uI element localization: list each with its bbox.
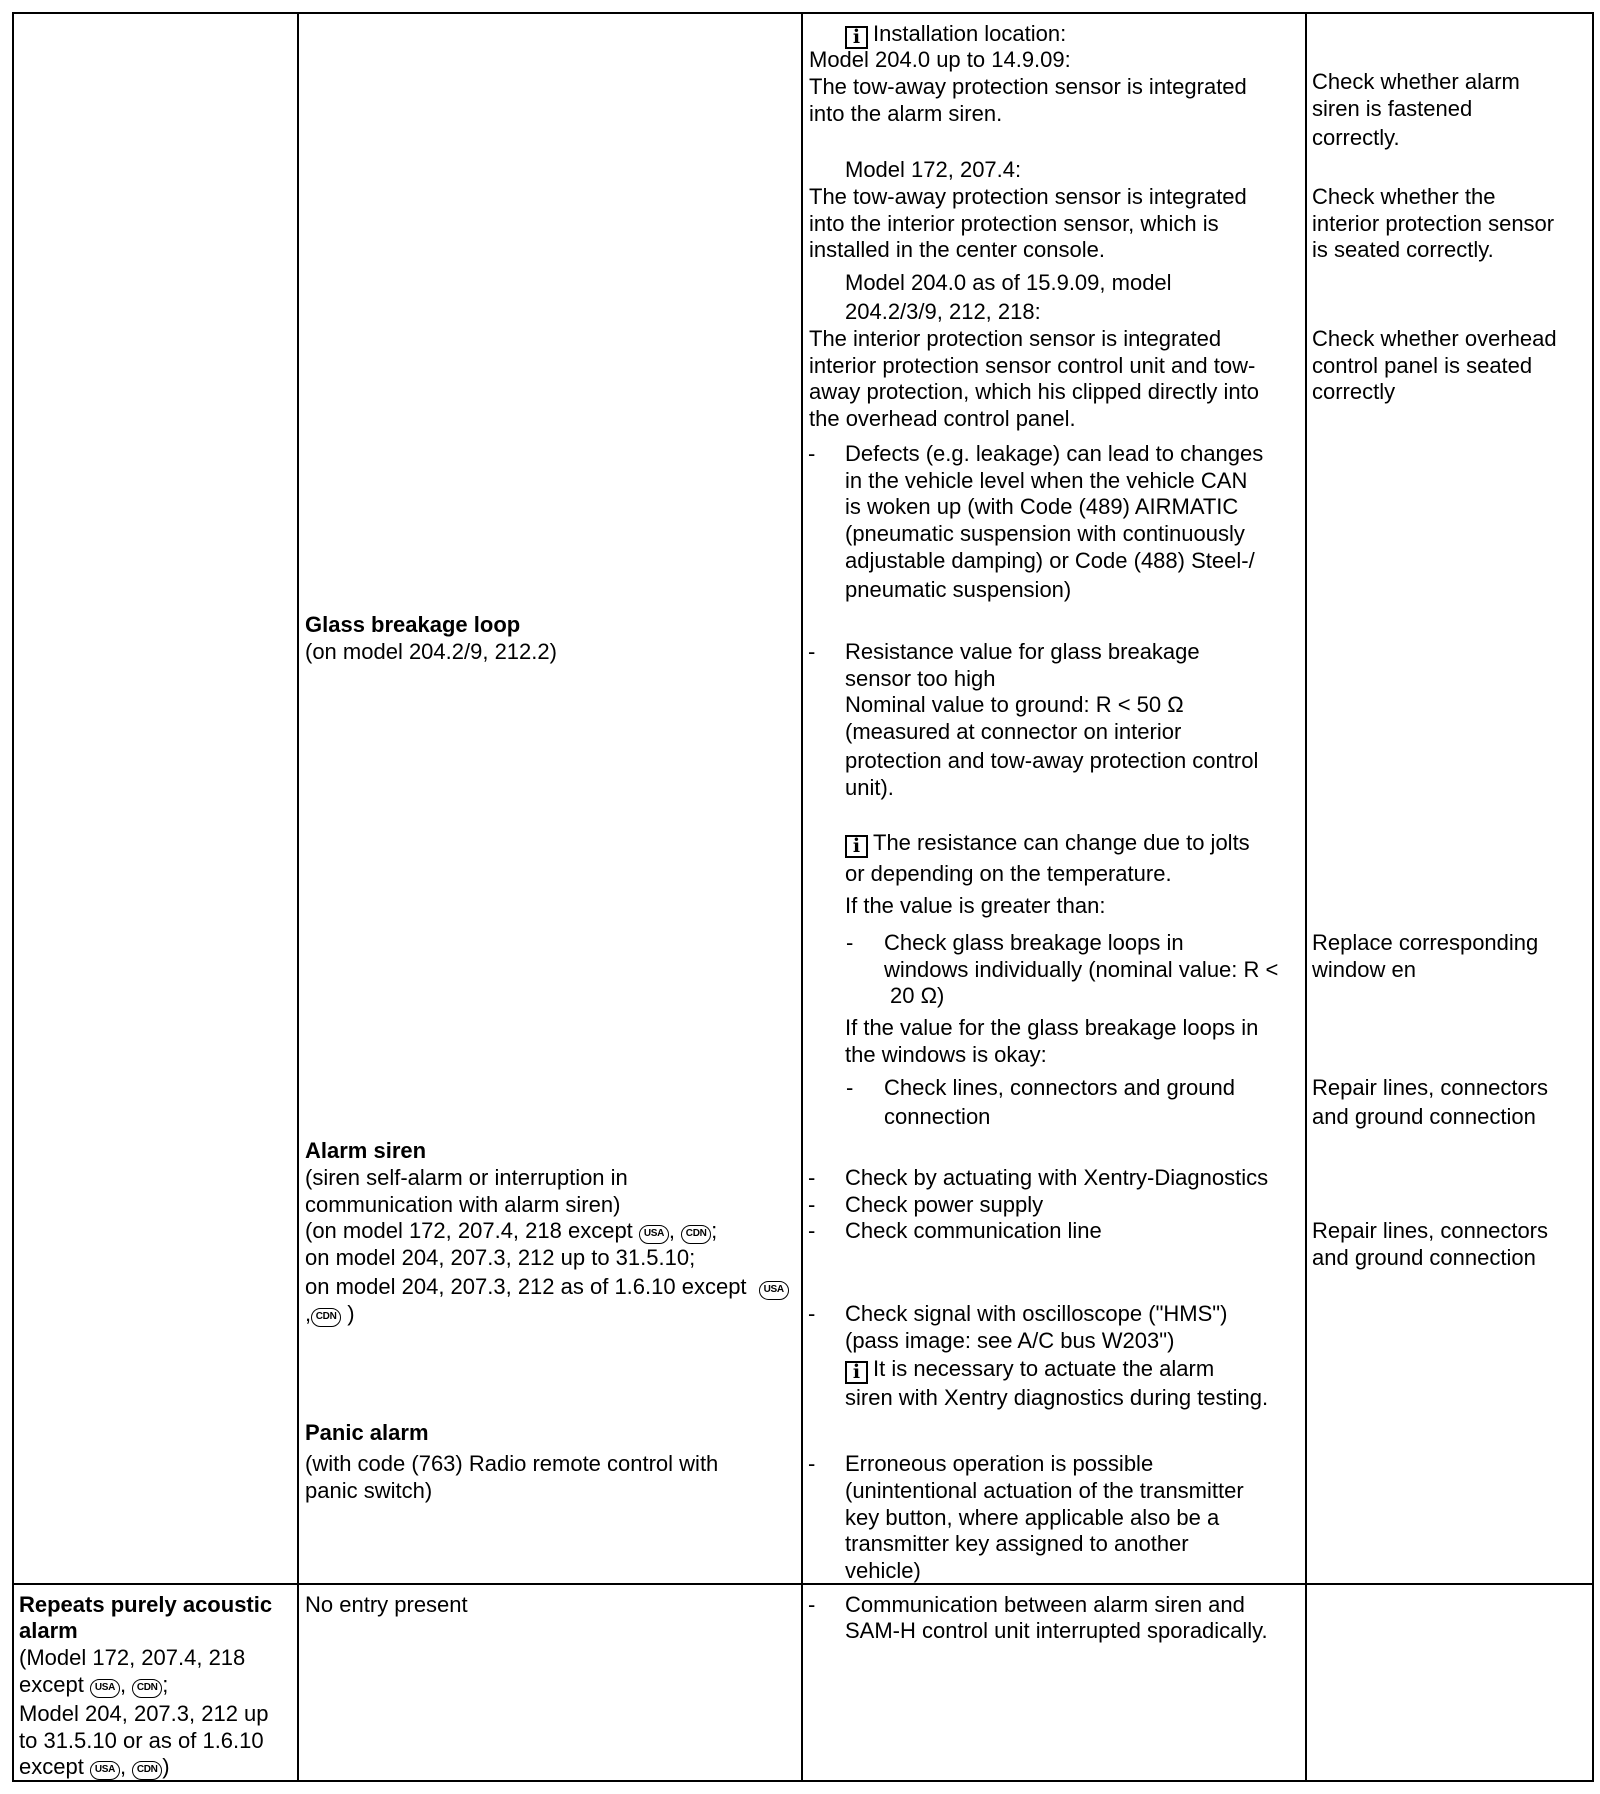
panic-cause-4: transmitter key assigned to another [845,1531,1189,1556]
bullet-dash: - [846,1075,854,1100]
install-text-1b: into the alarm siren. [809,101,1003,126]
cdn-badge: CDN [132,1761,162,1780]
install-model-2: Model 172, 207.4: [845,157,1022,182]
siren-note-2: siren with Xentry diagnostics during testing. [845,1385,1269,1410]
cdn-badge: CDN [681,1225,711,1244]
bullet-dash: - [808,441,816,466]
alarm-siren-line-6: , CDN ) [305,1301,355,1326]
install-text-2b: into the interior protection sensor, which is [809,211,1219,236]
repeats-line-4: to 31.5.10 or as of 1.6.10 [19,1728,264,1753]
column-divider-1 [297,12,299,1782]
bullet-dash: - [808,639,816,664]
siren-check-1: Check by actuating with Xentry-Diagnostics [845,1165,1269,1190]
repeats-line-2: except USA , CDN ; [19,1672,169,1697]
info-icon: i [845,835,868,858]
usa-badge: USA [639,1225,669,1244]
panic-cause-1: Erroneous operation is possible [845,1451,1154,1476]
panic-alarm-line-2: panic switch) [305,1478,433,1503]
repeats-title-2: alarm [19,1618,78,1643]
install-action-3c: correctly [1312,379,1396,404]
install-model-1: Model 204.0 up to 14.9.09: [809,47,1071,72]
repeats-code: No entry present [305,1592,468,1617]
install-text-2c: installed in the center console. [809,237,1105,262]
glass-note-1: i The resistance can change due to jolts [845,830,1250,858]
glass-breakage-subtitle: (on model 204.2/9, 212.2) [305,639,557,664]
defects-line-6: pneumatic suspension) [845,577,1072,602]
alarm-siren-line-1: (siren self-alarm or interruption in [305,1165,628,1190]
glass-check-3: 20 Ω) [890,983,945,1008]
bullet-dash: - [808,1301,816,1326]
install-action-3b: control panel is seated [1312,353,1533,378]
resistance-line-1: Resistance value for glass breakage [845,639,1200,664]
install-text-2a: The tow-away protection sensor is integrated [809,184,1247,209]
defects-line-5: adjustable damping) or Code (488) Steel-/ [845,548,1255,573]
install-heading: i Installation location: [845,21,1066,49]
resistance-line-2: sensor too high [845,666,996,691]
install-text-3d: the overhead control panel. [809,406,1076,431]
siren-note-1: i It is necessary to actuate the alarm [845,1356,1214,1384]
alarm-siren-title: Alarm siren [305,1138,427,1163]
panic-alarm-line-1: (with code (763) Radio remote control with [305,1451,719,1476]
alarm-siren-line-4: on model 204, 207.3, 212 up to 31.5.10; [305,1245,696,1270]
install-action-3a: Check whether overhead [1312,326,1557,351]
glass-if-ok-1: If the value for the glass breakage loops in [845,1015,1259,1040]
resistance-line-4: (measured at connector on interior [845,719,1182,744]
glass-check-2: windows individually (nominal value: R < [884,957,1279,982]
glass-note-2: or depending on the temperature. [845,861,1172,886]
panic-cause-3: key button, where applicable also be a [845,1505,1220,1530]
repeats-line-3: Model 204, 207.3, 212 up [19,1701,269,1726]
panic-cause-5: vehicle) [845,1558,921,1583]
glass-if-greater: If the value is greater than: [845,893,1106,918]
repeats-cause-1: Communication between alarm siren and [845,1592,1245,1617]
defects-line-1: Defects (e.g. leakage) can lead to changes [845,441,1264,466]
table-frame [12,12,1594,1782]
install-model-3b: 204.2/3/9, 212, 218: [845,299,1041,324]
defects-line-3: is woken up (with Code (489) AIRMATIC [845,494,1239,519]
resistance-line-6: unit). [845,775,894,800]
glass-replace-2: window en [1312,957,1416,982]
cdn-badge: CDN [132,1679,162,1698]
usa-badge: USA [90,1679,120,1698]
glass-check-1: Check glass breakage loops in [884,930,1184,955]
glass-if-ok-2: the windows is okay: [845,1042,1047,1067]
bullet-dash: - [808,1192,816,1217]
resistance-line-3: Nominal value to ground: R < 50 Ω [845,692,1184,717]
install-text-3a: The interior protection sensor is integrated [809,326,1222,351]
install-model-3a: Model 204.0 as of 15.9.09, model [845,270,1172,295]
cdn-badge: CDN [311,1308,341,1327]
usa-badge: USA [759,1281,789,1300]
repeats-line-5: except USA , CDN ) [19,1754,170,1779]
install-action-2a: Check whether the [1312,184,1496,209]
repeats-line-1: (Model 172, 207.4, 218 [19,1645,246,1670]
info-icon: i [845,1361,868,1384]
bullet-dash: - [808,1451,816,1476]
install-action-1b: siren is fastened [1312,96,1473,121]
bullet-dash: - [808,1218,816,1243]
install-text-3b: interior protection sensor control unit and tow- [809,353,1256,378]
install-text-3c: away protection, which his clipped directly into [809,379,1260,404]
glass-repair-1: Repair lines, connectors [1312,1075,1549,1100]
column-divider-2 [801,12,803,1782]
siren-repair-1: Repair lines, connectors [1312,1218,1549,1243]
column-divider-3 [1305,12,1307,1782]
install-action-1a: Check whether alarm [1312,69,1520,94]
siren-osc-1: Check signal with oscilloscope ("HMS") [845,1301,1228,1326]
glass-replace-1: Replace corresponding [1312,930,1539,955]
glass-repair-2: and ground connection [1312,1104,1536,1129]
siren-repair-2: and ground connection [1312,1245,1536,1270]
repeats-title-1: Repeats purely acoustic [19,1592,273,1617]
glass-lines-1: Check lines, connectors and ground [884,1075,1235,1100]
resistance-line-5: protection and tow-away protection control [845,748,1259,773]
defects-line-2: in the vehicle level when the vehicle CAN [845,468,1248,493]
info-icon: i [845,26,868,49]
bullet-dash: - [808,1592,816,1617]
install-action-2b: interior protection sensor [1312,211,1555,236]
bullet-dash: - [846,930,854,955]
panic-alarm-title: Panic alarm [305,1420,429,1445]
panic-cause-2: (unintentional actuation of the transmitter [845,1478,1244,1503]
install-action-2c: is seated correctly. [1312,237,1494,262]
siren-osc-2: (pass image: see A/C bus W203") [845,1328,1175,1353]
alarm-siren-line-3: (on model 172, 207.4, 218 except USA , CDN ; [305,1218,718,1243]
row-divider [12,1583,1594,1585]
glass-lines-2: connection [884,1104,991,1129]
install-text-1a: The tow-away protection sensor is integrated [809,74,1247,99]
alarm-siren-line-5: on model 204, 207.3, 212 as of 1.6.10 except USA [305,1274,789,1300]
install-action-1c: correctly. [1312,125,1400,150]
glass-breakage-title: Glass breakage loop [305,612,521,637]
defects-line-4: (pneumatic suspension with continuously [845,521,1245,546]
alarm-siren-line-2: communication with alarm siren) [305,1192,621,1217]
usa-badge: USA [90,1761,120,1780]
bullet-dash: - [808,1165,816,1190]
repeats-cause-2: SAM-H control unit interrupted sporadically. [845,1618,1268,1643]
siren-check-2: Check power supply [845,1192,1044,1217]
siren-check-3: Check communication line [845,1218,1102,1243]
